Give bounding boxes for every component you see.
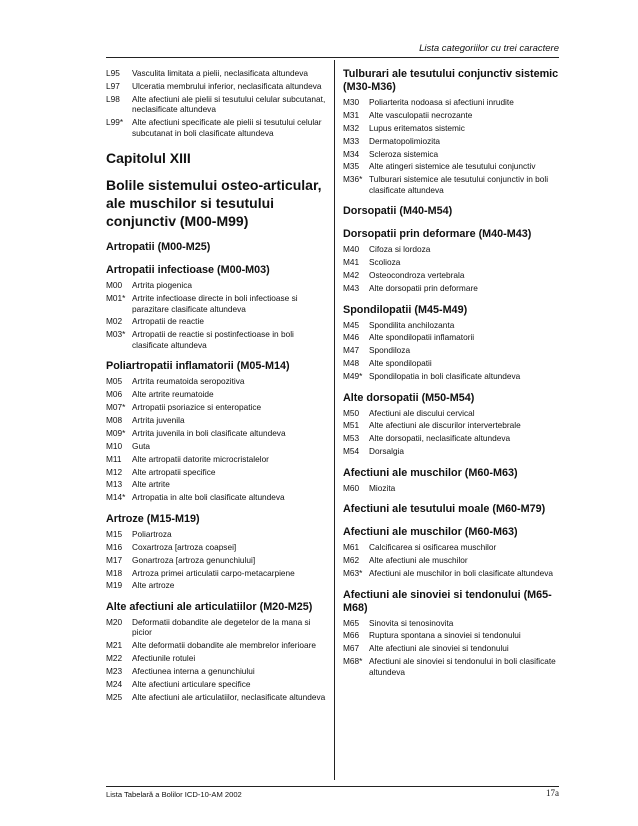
entry-code: M32 [343,122,360,133]
code-entry [343,332,559,343]
code-entry [343,270,559,281]
code-entry [343,643,559,654]
entry-description: Alte deformatii dobandite ale membrelor inferioare [132,640,317,651]
entry-code: M05 [106,376,123,387]
initial-entries [106,68,328,138]
code-entry [106,376,328,387]
entry-description: Artrita juvenila in boli clasificate altundeva [132,427,286,438]
entry-description: Osteocondroza vertebrala [369,270,465,281]
left-column [106,68,328,705]
entry-code: M00 [106,280,123,291]
entry-code: M47 [343,345,360,356]
code-entry [106,428,328,439]
entry-code: L99* [106,117,124,128]
entry-code: M06 [106,389,123,400]
code-entry [106,679,328,690]
code-entry [106,479,328,490]
group-heading: Afectiuni ale tesutului moale (M60-M79) [343,503,546,516]
code-entry [343,97,559,108]
code-entry [343,408,559,419]
code-entry [343,358,559,369]
code-entry [343,174,559,195]
entry-description: Spondiloza [369,345,411,356]
entry-code: M25 [106,691,123,702]
entry-description: Artrita piogenica [132,280,192,291]
entry-description: Afectiunea interna a genunchiului [132,666,255,677]
group-heading: Tulburari ale tesutului conjunctiv sistemic (M30-M36) [343,68,559,93]
code-entry [106,492,328,503]
entry-description: Lupus eritematos sistemic [369,122,465,133]
entry-code: M63* [343,568,363,579]
entry-description: Deformatii dobandite ale degetelor de la mana si picior [132,616,311,638]
entry-code: M18 [106,567,123,578]
entry-description: Alte afectiuni articulare specifice [132,678,251,689]
footer-source: Lista Tabelară a Bolilor ICD-10-AM 2002 [106,790,242,799]
code-entry [343,244,559,255]
code-entry [106,81,328,92]
entry-description: Afectiuni ale muschilor in boli clasificate altundeva [369,568,554,579]
page-number: 17a [546,788,559,798]
column-divider [334,60,335,780]
entry-description: Artropatia in alte boli clasificate altundeva [132,492,285,503]
code-entry [106,692,328,703]
group-heading: Dorsopatii prin deformare (M40-M43) [343,228,532,241]
entry-description: Artrita reumatoida seropozitiva [132,376,245,387]
right-column [343,68,559,680]
entry-code: L97 [106,80,120,91]
entry-description: Sinovita si tenosinovita [369,617,454,628]
entry-code: M54 [343,446,360,457]
code-entry [343,630,559,641]
entry-description: Tulburari sistemice ale tesutului conjunctiv in boli clasificate altundeva [369,174,549,195]
entry-code: M68* [343,656,363,667]
left-groups [106,241,328,702]
entry-description: Calcificarea si osificarea muschilor [369,542,497,553]
group-heading: Afectiuni ale sinoviei si tendonului (M65-M68) [343,588,552,614]
entry-description: Afectiuni ale sinoviei si tendonului in boli clasificate altundeva [369,656,556,677]
entry-description: Scleroza sistemica [369,148,439,159]
entry-description: Alte spondilopatii inflamatorii [369,332,475,343]
entry-description: Vasculita limitata a pielii, neclasificata altundeva [132,68,309,78]
entry-code: M30 [343,97,360,107]
entry-code: M03* [106,329,126,340]
code-entry [343,371,559,382]
entry-description: Coxartroza [artroza coapsei] [132,541,237,552]
code-entry [343,618,559,629]
entry-code: M48 [343,358,360,369]
entry-description: Gonartroza [artroza genunchiului] [132,554,256,565]
entry-code: M22 [106,653,123,664]
entry-description: Guta [132,440,150,451]
entry-code: M10 [106,440,123,451]
code-entry [106,389,328,400]
entry-code: M43 [343,283,360,294]
group-heading: Artroze (M15-M19) [106,512,200,525]
entry-description: Alte afectiuni ale muschilor [369,555,468,566]
entry-code: M21 [106,640,123,651]
code-entry [106,454,328,465]
entry-code: M40 [343,244,360,255]
entry-code: L95 [106,68,120,78]
entry-description: Poliartroza [132,528,172,539]
entry-code: M62 [343,555,360,566]
entry-code: M01* [106,293,126,304]
code-entry [343,136,559,147]
entry-description: Miozita [369,482,396,493]
code-entry [106,329,328,350]
code-entry [343,555,559,566]
entry-description: Afectiuni ale discului cervical [369,407,475,418]
entry-description: Artrita juvenila [132,415,185,426]
group-heading: Poliartropatii inflamatorii (M05-M14) [106,360,290,373]
entry-code: M24 [106,678,123,689]
entry-description: Artroza primei articulatii carpo-metacarpiene [132,567,295,578]
entry-description: Alte afectiuni specificate ale pielii si tesutului celular subcutanat in boli clasificate altundeva [132,117,322,138]
entry-description: Afectiunile rotulei [132,653,196,664]
group-heading: Alte afectiuni ale articulatiilor (M20-M25) [106,600,313,613]
entry-description: Cifoza si lordoza [369,244,431,255]
entry-code: M14* [106,492,126,503]
entry-description: Alte dorsopatii prin deformare [369,283,478,294]
entry-description: Alte vasculopatii necrozante [369,109,473,120]
entry-code: M33 [343,135,360,146]
entry-description: Spondilopatia in boli clasificate altundeva [369,371,521,382]
entry-description: Artropatii de reactie [132,316,204,327]
code-entry [343,433,559,444]
entry-description: Alte artropatii specifice [132,466,216,477]
entry-description: Alte artroze [132,580,175,591]
entry-code: M66 [343,630,360,641]
code-entry [343,446,559,457]
entry-code: M17 [106,554,123,565]
entry-code: M15 [106,528,123,539]
code-entry [106,94,328,115]
entry-code: M16 [106,541,123,552]
entry-description: Alte afectiuni ale articulatiilor, neclasificate altundeva [132,691,326,702]
code-entry [343,656,559,677]
entry-code: M41 [343,257,360,268]
page-header: Lista categoriilor cu trei caractere [419,43,559,54]
group-heading: Alte dorsopatii (M50-M54) [343,391,475,404]
code-entry [343,420,559,431]
code-entry [343,483,559,494]
entry-code: M11 [106,453,122,464]
entry-code: M23 [106,666,123,677]
entry-code: M20 [106,616,123,627]
code-entry [106,666,328,677]
code-entry [106,653,328,664]
entry-description: Artropatii psoriazice si enteropatice [132,402,262,413]
code-entry [343,542,559,553]
entry-description: Scolioza [369,257,401,268]
code-entry [106,441,328,452]
chapter-label: Capitolul XIII [106,150,191,167]
entry-code: M46 [343,332,360,343]
entry-code: L98 [106,93,120,104]
entry-code: M51 [343,420,360,431]
code-entry [343,161,559,172]
entry-description: Alte artrite reumatoide [132,389,214,400]
entry-code: M35 [343,161,360,172]
entry-code: M67 [343,643,360,654]
entry-description: Dermatopolimiozita [369,135,441,146]
code-entry [343,149,559,160]
group-heading: Artropatii infectioase (M00-M03) [106,264,270,277]
entry-description: Artrite infectioase directe in boli infectioase si parazitare clasificate altundeva [132,293,298,314]
code-entry [106,402,328,413]
entry-description: Alte artrite [132,479,170,490]
entry-code: M08 [106,415,123,426]
entry-code: M09* [106,427,126,438]
entry-description: Poliarterita nodoasa si afectiuni inrudite [369,97,514,107]
code-entry [106,293,328,314]
group-heading: Dorsopatii (M40-M54) [343,205,453,218]
code-entry [106,617,328,638]
chapter-title: Bolile sistemului osteo-articular, ale muschilor si tesutului conjunctiv (M00-M99) [106,177,322,230]
code-entry [106,529,328,540]
code-entry [343,257,559,268]
code-entry [106,467,328,478]
code-entry [343,283,559,294]
entry-code: M07* [106,402,126,413]
entry-code: M65 [343,617,360,628]
entry-description: Alte artropatii datorite microcristalelor [132,453,269,464]
code-entry [106,280,328,291]
entry-code: M42 [343,270,360,281]
entry-description: Alte afectiuni ale pielii si tesutului celular subcutanat, neclasificate altundeva [132,93,326,115]
code-entry [343,345,559,356]
entry-code: M31 [343,109,360,120]
entry-description: Ulceratia membrului inferior, neclasificata altundeva [132,80,322,91]
right-groups [343,68,559,677]
entry-code: M49* [343,371,363,382]
entry-description: Alte spondilopatii [369,358,432,369]
entry-description: Alte atingeri sistemice ale tesutului conjunctiv [369,161,536,172]
entry-code: M34 [343,148,360,159]
code-entry [106,555,328,566]
code-entry [343,110,559,121]
entry-code: M02 [106,316,123,327]
group-heading: Artropatii (M00-M25) [106,241,211,254]
code-entry [343,568,559,579]
code-entry [106,316,328,327]
entry-code: M36* [343,174,363,185]
entry-description: Ruptura spontana a sinoviei si tendonului [369,630,521,641]
entry-description: Spondilita anchilozanta [369,319,455,330]
code-entry [106,68,328,79]
footer-rule [106,786,559,787]
code-entry [343,320,559,331]
group-heading: Spondilopatii (M45-M49) [343,303,468,316]
entry-code: M61 [343,542,360,553]
header-rule [106,57,559,58]
group-heading: Afectiuni ale muschilor (M60-M63) [343,466,518,479]
entry-code: M50 [343,407,360,418]
entry-description: Alte afectiuni ale discurilor intervertebrale [369,420,521,431]
code-entry [106,580,328,591]
code-entry [106,568,328,579]
entry-description: Artropatii de reactie si postinfectioase in boli clasificate altundeva [132,329,294,350]
code-entry [106,640,328,651]
entry-description: Alte afectiuni ale sinoviei si tendonului [369,643,509,654]
entry-code: M60 [343,482,360,493]
entry-code: M19 [106,580,123,591]
entry-code: M13 [106,479,123,490]
entry-code: M45 [343,319,360,330]
code-entry [106,117,328,138]
code-entry [106,415,328,426]
entry-code: M12 [106,466,123,477]
entry-code: M53 [343,433,360,444]
entry-description: Dorsalgia [369,446,405,457]
entry-description: Alte dorsopatii, neclasificate altundeva [369,433,511,444]
code-entry [343,123,559,134]
code-entry [106,542,328,553]
group-heading: Afectiuni ale muschilor (M60-M63) [343,526,518,539]
